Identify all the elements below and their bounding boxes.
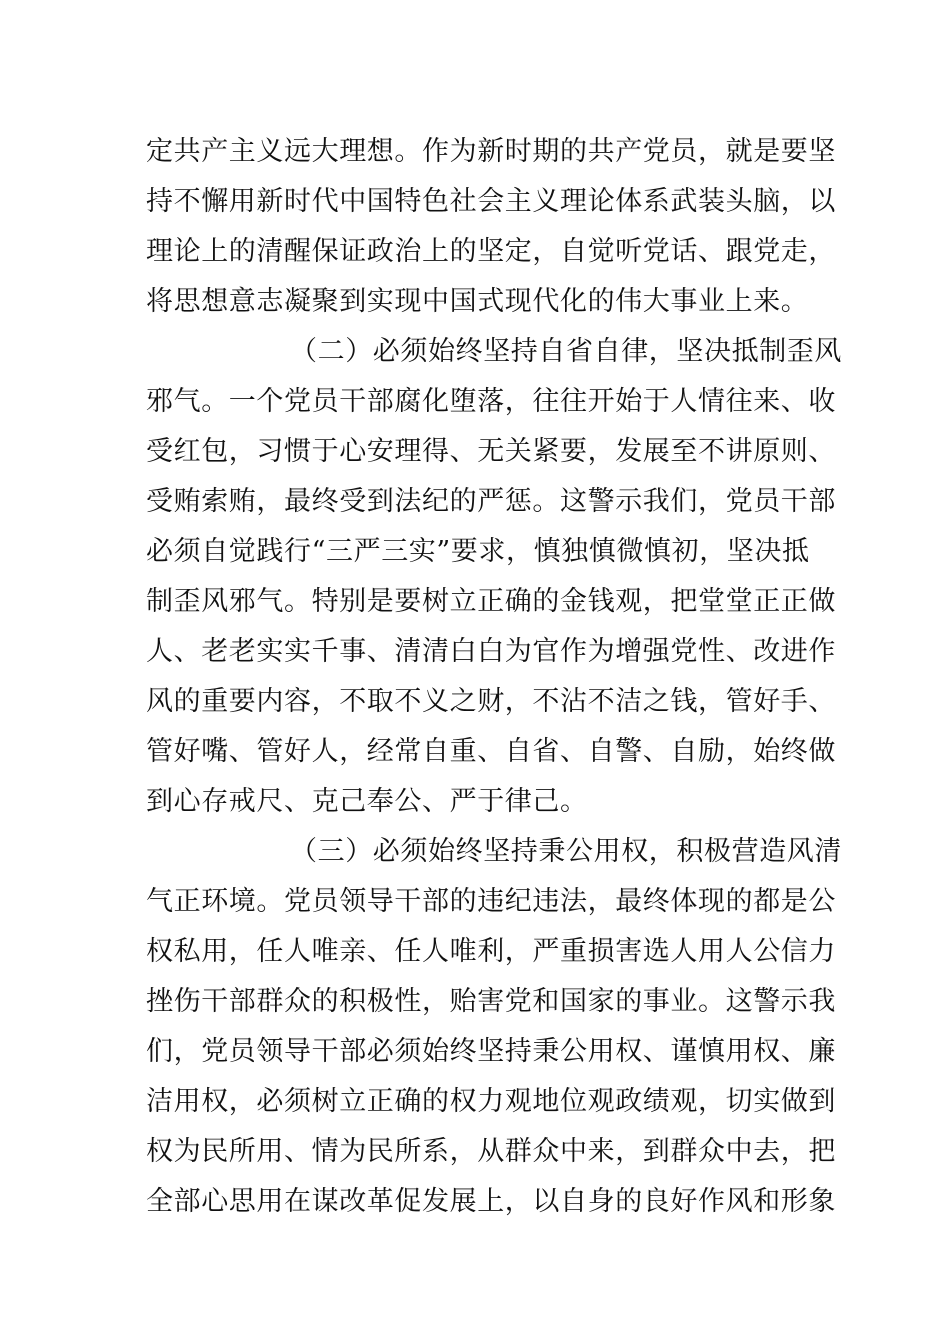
text-line: 到心存戒尺、克己奉公、严于律己。 — [146, 786, 588, 817]
text-line: 全部心思用在谋改革促发展上，以自身的良好作风和形象 — [146, 1186, 836, 1217]
text-line: 气正环境。党员领导干部的违纪违法，最终体现的都是公 — [146, 886, 836, 917]
section-heading-three: （三）必须始终坚持秉公用权，积极营造风清 — [290, 836, 842, 867]
text-line: 邪气。一个党员干部腐化堕落，往往开始于人情往来、收 — [146, 386, 836, 417]
text-line: 们，党员领导干部必须始终坚持秉公用权、谨慎用权、廉 — [146, 1036, 836, 1067]
text-line: 权私用，任人唯亲、任人唯利，严重损害选人用人公信力 — [146, 936, 836, 967]
text-line: 人、老老实实千事、清清白白为官作为增强党性、改进作 — [146, 636, 836, 667]
text-line: 洁用权，必须树立正确的权力观地位观政绩观，切实做到 — [146, 1086, 836, 1117]
text-line: 权为民所用、情为民所系，从群众中来，到群众中去，把 — [146, 1136, 836, 1167]
text-line: 受贿索贿，最终受到法纪的严惩。这警示我们，党员干部 — [146, 486, 836, 517]
text-line: 理论上的清醒保证政治上的坚定，自觉听党话、跟党走， — [146, 236, 836, 267]
text-line: 持不懈用新时代中国特色社会主义理论体系武装头脑，以 — [146, 186, 836, 217]
text-line: 将思想意志凝聚到实现中国式现代化的伟大事业上来。 — [146, 286, 809, 317]
text-line: 必须自觉践行“三严三实”要求，慎独慎微慎初，坚决抵 — [146, 536, 810, 567]
text-line: 管好嘴、管好人，经常自重、自省、自警、自励，始终做 — [146, 736, 836, 767]
text-line: 制歪风邪气。特别是要树立正确的金钱观，把堂堂正正做 — [146, 586, 836, 617]
text-line: 定共产主义远大理想。作为新时期的共产党员，就是要坚 — [146, 136, 836, 167]
section-heading-two: （二）必须始终坚持自省自律，坚决抵制歪风 — [290, 336, 842, 367]
text-line: 挫伤干部群众的积极性，贻害党和国家的事业。这警示我 — [146, 986, 836, 1017]
text-line: 受红包，习惯于心安理得、无关紧要，发展至不讲原则、 — [146, 436, 836, 467]
text-line: 风的重要内容，不取不义之财，不沾不洁之钱，管好手、 — [146, 686, 836, 717]
